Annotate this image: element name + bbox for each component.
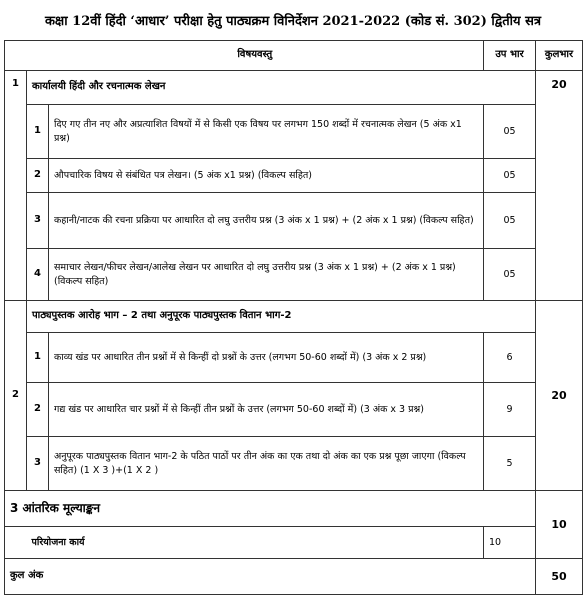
item-number: 3 [27, 193, 49, 249]
grand-total-value: 50 [536, 559, 583, 595]
item-marks: 05 [484, 193, 536, 249]
table-header-row [5, 41, 583, 71]
grand-total-row [5, 559, 583, 595]
section-3-header-row [5, 491, 583, 527]
grand-total-label: कुल अंक [5, 559, 536, 595]
section-1-title: कार्यालयी हिंदी और रचनात्मक लेखन [27, 71, 536, 105]
table-row [5, 383, 583, 437]
item-text: औपचारिक विषय से संबंधित पत्र लेखन। (5 अंक x1 प्रश्न) (विकल्प सहित) [49, 159, 484, 193]
table-row [5, 105, 583, 159]
item-text: समाचार लेखन/फीचर लेखन/आलेख लेखन पर आधारित दो लघु उत्तरीय प्रश्न (3 अंक x 1 प्रश्न) + (2 अंक x 1 प्रश्न) (विकल्प सहित) [49, 249, 484, 301]
project-work-marks: 10 [484, 527, 536, 559]
item-marks: 6 [484, 333, 536, 383]
section-3-total: 10 [536, 491, 583, 559]
item-number: 4 [27, 249, 49, 301]
header-total-marks: कुलभार [536, 41, 583, 71]
section-1-header-row [5, 71, 583, 105]
item-number: 1 [27, 105, 49, 159]
item-number: 2 [27, 159, 49, 193]
table-row [5, 159, 583, 193]
section-3-title: 3 आंतरिक मूल्याङ्कन [5, 491, 536, 527]
section-1-number: 1 [5, 71, 27, 301]
item-text: गद्य खंड पर आधारित चार प्रश्नों में से किन्हीं तीन प्रश्नों के उत्तर (लगभग 50-60 शब्दों में) (3 अंक x 3 प्रश्न) [49, 383, 484, 437]
table-row [5, 437, 583, 491]
item-text: कहानी/नाटक की रचना प्रक्रिया पर आधारित दो लघु उत्तरीय प्रश्न (3 अंक x 1 प्रश्न) + (2 अंक x 1 प्रश्न) (विकल्प सहित) [49, 193, 484, 249]
table-row [5, 333, 583, 383]
header-subject: विषयवस्तु [27, 41, 484, 71]
item-text: अनुपूरक पाठ्यपुस्तक वितान भाग-2 के पठित पाठों पर तीन अंक का एक तथा दो अंक का एक प्रश्न पूछा जाएगा (विकल्प सहित) (1 X 3 )+(1 X 2 ) [49, 437, 484, 491]
section-2-total: 20 [536, 301, 583, 491]
item-number: 1 [27, 333, 49, 383]
item-marks: 9 [484, 383, 536, 437]
table-row [5, 193, 583, 249]
item-marks: 5 [484, 437, 536, 491]
item-marks: 05 [484, 159, 536, 193]
section-2-title: पाठ्यपुस्तक आरोह भाग – 2 तथा अनुपूरक पाठ्यपुस्तक वितान भाग-2 [27, 301, 536, 333]
section-2-number: 2 [5, 301, 27, 491]
item-marks: 05 [484, 105, 536, 159]
item-text: काव्य खंड पर आधारित तीन प्रश्नों में से किन्हीं दो प्रश्नों के उत्तर (लगभग 50-60 शब्दों में) (3 अंक x 2 प्रश्न) [49, 333, 484, 383]
item-number: 2 [27, 383, 49, 437]
header-sub-marks: उप भार [484, 41, 536, 71]
section-1-total: 20 [536, 71, 583, 301]
item-marks: 05 [484, 249, 536, 301]
item-text: दिए गए तीन नए और अप्रत्याशित विषयों में से किसी एक विषय पर लगभग 150 शब्दों में रचनात्मक लेखन (5 अंक x1 प्रश्न) [49, 105, 484, 159]
item-number: 3 [27, 437, 49, 491]
table-row [5, 527, 583, 559]
section-2-header-row [5, 301, 583, 333]
document-title: कक्षा 12वीं हिंदी ‘आधार’ परीक्षा हेतु पाठ्यक्रम विनिर्देशन 2021-2022 (कोड सं. 302) द्वितीय सत्र [44, 14, 542, 29]
table-row [5, 249, 583, 301]
project-work-label: परियोजना कार्य [27, 527, 484, 559]
syllabus-table [4, 40, 583, 595]
